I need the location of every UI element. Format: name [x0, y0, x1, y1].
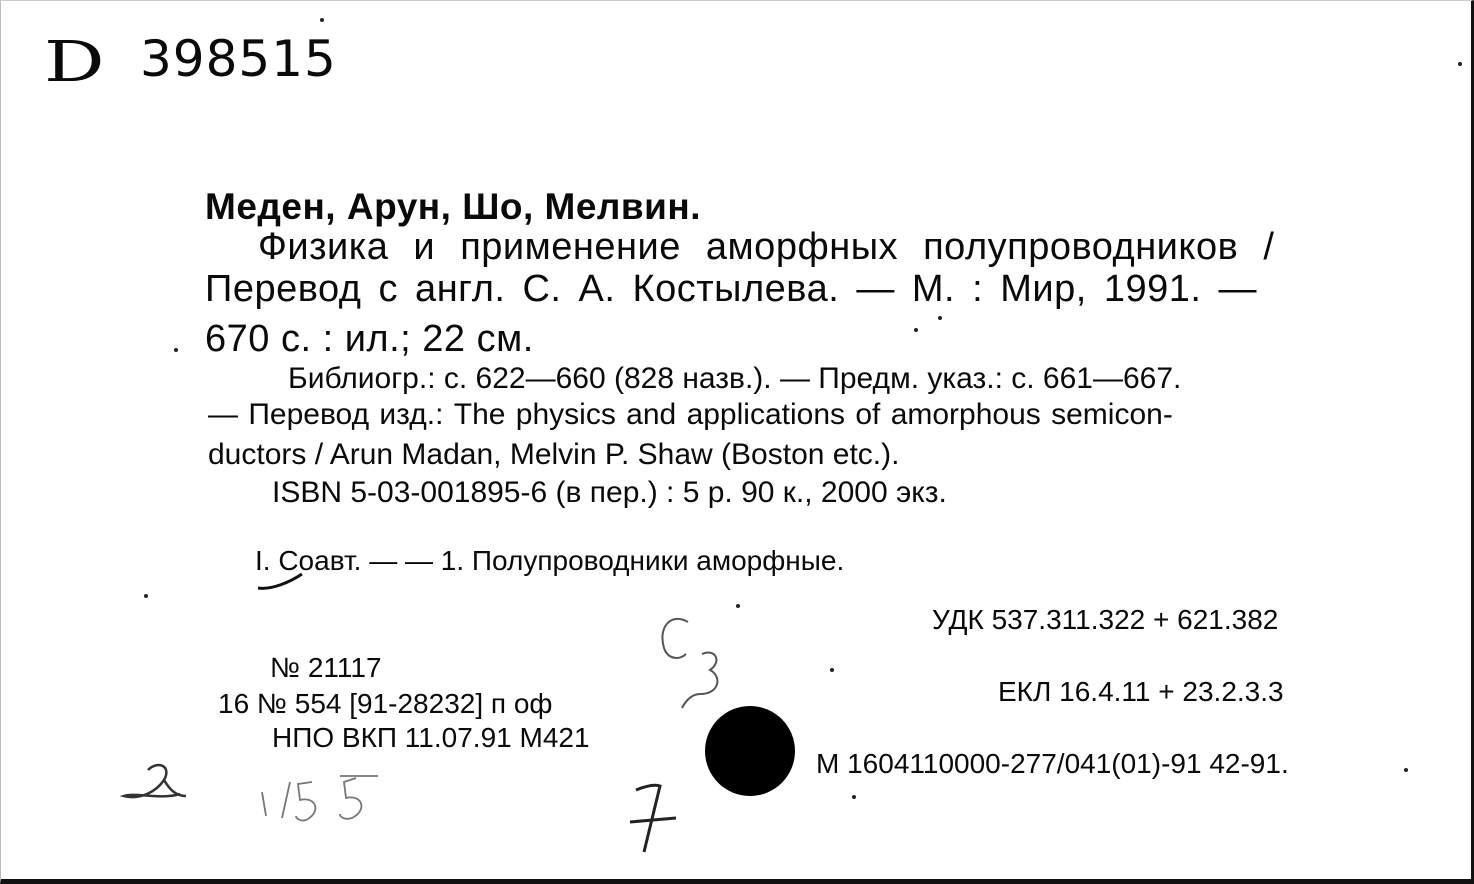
- translation-note: — Перевод изд.: The physics and applications of amorphous semicon-: [208, 398, 1173, 431]
- subject-tracings: I. Соавт. — — 1. Полупроводники аморфные.: [255, 545, 845, 576]
- handwritten-middle-mark: [262, 776, 378, 821]
- handwritten-top-mark: [662, 619, 717, 708]
- registration-line: НПО ВКП 11.07.91 М421: [272, 722, 590, 753]
- title-line: Перевод с англ. С. А. Костылева. — М. : Мир, 1991. —: [205, 268, 1258, 310]
- bibliography-note: Библиогр.: с. 622—660 (828 назв.). — Предм. указ.: с. 661—667.: [288, 362, 1182, 395]
- title-line: Физика и применение аморфных полупроводников /: [258, 226, 1275, 268]
- call-letter: D: [44, 30, 105, 95]
- handwritten-underline: [258, 574, 302, 588]
- call-number: 398515: [140, 30, 337, 88]
- handwritten-left-mark: [124, 765, 186, 797]
- isbn-line: ISBN 5-03-001895-6 (в пер.) : 5 р. 90 к., 2000 экз.: [272, 476, 947, 509]
- registration-line: 16 № 554 [91-28232] п оф: [218, 688, 553, 719]
- title-line: 670 с. : ил.; 22 см.: [205, 318, 534, 360]
- udc-code: УДК 537.311.322 + 621.382: [932, 604, 1279, 635]
- translation-note: ductors / Arun Madan, Melvin P. Shaw (Boston etc.).: [208, 438, 900, 471]
- ekl-code: ЕКЛ 16.4.11 + 23.2.3.3: [998, 676, 1284, 707]
- handwritten-right-mark: [630, 785, 676, 852]
- m-code: М 1604110000-277/041(01)-91 42-91.: [816, 748, 1289, 779]
- author-heading: Меден, Арун, Шо, Мелвин.: [205, 186, 702, 227]
- registration-number: № 21117: [270, 652, 382, 683]
